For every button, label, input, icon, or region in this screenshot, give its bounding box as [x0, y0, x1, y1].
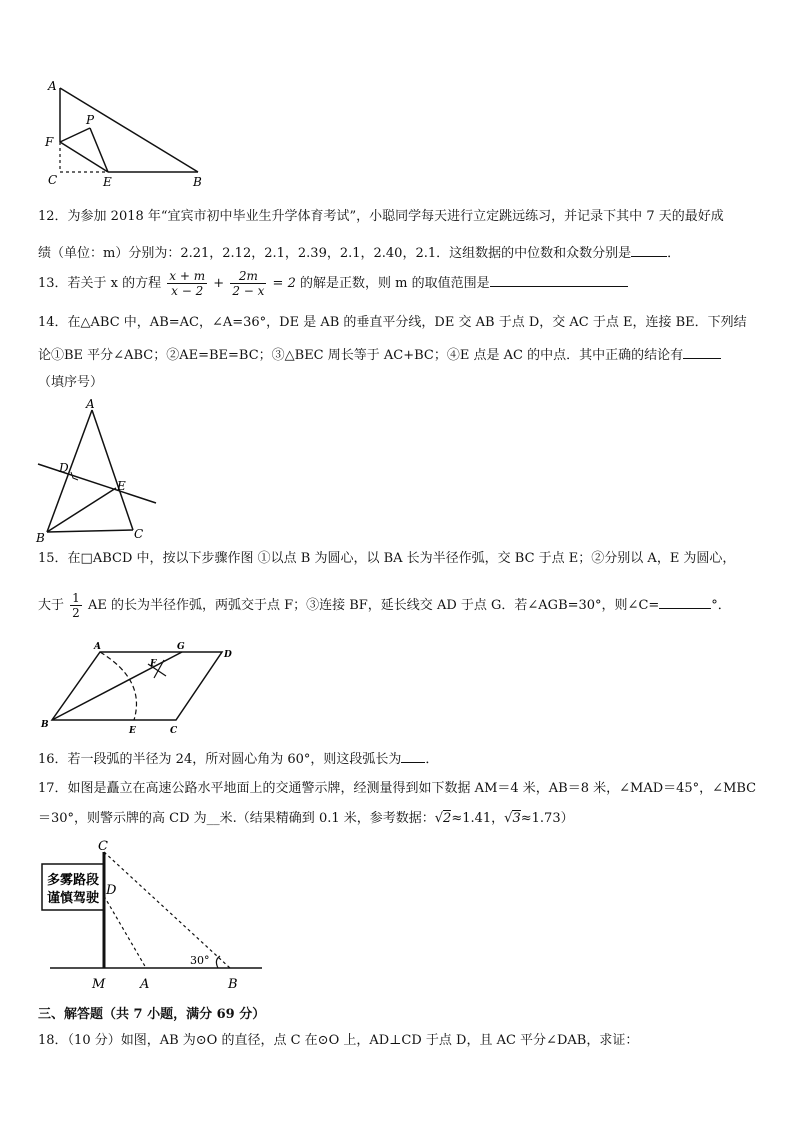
label-B: B: [36, 531, 45, 544]
seg-FE: [60, 142, 108, 172]
label-F: F: [150, 659, 157, 669]
label-G: G: [177, 642, 185, 652]
q18-line: 18．（10 分）如图，AB 为⊙O 的直径，点 C 在⊙O 上，AD⊥CD 于点 D，且 AC 平分∠DAB，求证：: [38, 1033, 639, 1048]
label-C: C: [98, 839, 108, 854]
seg-AC: [92, 410, 133, 530]
label-P: P: [86, 113, 95, 127]
q15-fraction-half: [70, 591, 82, 620]
q17-approx2: ≈1.41，: [451, 811, 505, 826]
label-A: A: [48, 80, 57, 93]
seg-BE: [47, 488, 116, 532]
q13-f1-den: x − 2: [171, 284, 204, 298]
q13-f2-num: 2m: [230, 269, 266, 284]
seg-PE: [90, 128, 108, 172]
figure-q17: [38, 838, 268, 998]
q16-line: [38, 748, 438, 769]
label-B: B: [193, 175, 202, 189]
figure-q14: [30, 396, 170, 544]
q16-text: 16．若一段弧的半径为 24，所对圆心角为 60°，则这段弧长为: [38, 752, 402, 767]
label-M: M: [92, 977, 106, 992]
q13-line: [38, 268, 628, 300]
q13-fraction-2: [230, 269, 266, 298]
q13-plus: +: [213, 276, 225, 291]
q15-line2: [38, 590, 731, 622]
q16-end: ．: [425, 752, 439, 767]
q12-answer-blank: [631, 242, 667, 257]
q12-line2: [38, 242, 680, 263]
q15-post2: AE 的长为半径作弧，两弧交于点 F；③连接 BF，延长线交 AD 于点 G．若∠AGB=30°，则∠C=: [87, 598, 660, 613]
label-A: A: [140, 977, 150, 992]
q13-f2-den: 2 − x: [232, 284, 265, 298]
q13-fraction-1: [167, 269, 207, 298]
label-B: B: [228, 977, 238, 992]
q17-line2a: ＝30°，则警示牌的高 CD 为__米.（结果精确到 0.1 米，参考数据：: [38, 811, 435, 826]
figure-q15: [36, 640, 236, 736]
q15-pre2: 大于: [38, 598, 65, 613]
q12-end: ．: [667, 246, 681, 261]
sqrt-symbol-2: √: [434, 811, 444, 826]
sign-line2: 谨慎驾驶: [46, 891, 100, 906]
q14-line2-text: 论①BE 平分∠ABC；②AE=BE=BC；③△BEC 周长等于 AC+BC；④E 点是 AC 的中点．其中正确的结论有: [38, 348, 684, 363]
figure-q11: [40, 80, 210, 192]
seg-AB: [60, 88, 198, 172]
label-E: E: [129, 726, 136, 736]
q17-sqrt3: 3: [512, 811, 521, 826]
q13-f1-num: x + m: [169, 269, 206, 283]
sqrt-symbol-3: √: [504, 811, 513, 826]
label-D: D: [59, 461, 69, 475]
q14-line1: 14．在△ABC 中，AB=AC，∠A=36°，DE 是 AB 的垂直平分线，DE 交 AB 于点 D，交 AC 于点 E，连接 BE．下列结: [38, 315, 747, 330]
q14-line2: [38, 344, 721, 365]
q16-answer-blank: [401, 748, 425, 763]
label-B: B: [41, 720, 49, 730]
label-angle-30: 30°: [190, 954, 210, 967]
q12-line2-text: 绩（单位：m）分别为：2.21，2.12，2.1，2.39，2.1，2.40，2.1．这组数据的中位数和众数分别是: [38, 246, 632, 261]
label-C: C: [170, 726, 178, 736]
label-F: F: [45, 135, 54, 149]
section3-title: 三、解答题（共 7 小题，满分 69 分）: [38, 1007, 266, 1022]
seg-DA-dashed: [104, 896, 146, 968]
seg-FP: [60, 128, 90, 142]
parallelogram-ABCD: [52, 652, 222, 720]
q17-approx3: ≈1.73）: [520, 811, 574, 826]
q15-end2: °．: [711, 598, 731, 613]
q17-line1: 17．如图是矗立在高速公路水平地面上的交通警示牌，经测量得到如下数据 AM＝4 米，AB＝8 米，∠MAD＝45°，∠MBC: [38, 781, 757, 796]
label-D: D: [224, 650, 232, 660]
label-D: D: [106, 883, 117, 898]
label-E: E: [117, 479, 126, 493]
sign-line1: 多雾路段: [46, 873, 100, 888]
label-C: C: [134, 527, 144, 541]
seg-CB-dashed: [104, 852, 230, 968]
q15-line1: 15．在□ABCD 中，按以下步骤作图 ①以点 B 为圆心，以 BA 长为半径作弧，交 BC 于点 E；②分别以 A，E 为圆心，: [38, 551, 736, 566]
q17-line2: [38, 810, 574, 828]
q15-frac-den: 2: [72, 606, 80, 620]
q12-line1: 12．为参加 2018 年“宜宾市初中毕业生升学体育考试”，小聪同学每天进行立定跳远练习，并记录下其中 7 天的最好成: [38, 209, 724, 224]
q15-answer-blank: [659, 594, 711, 609]
seg-AB: [47, 410, 92, 532]
q15-frac-num: 1: [72, 591, 80, 605]
seg-DE-bisector: [38, 464, 156, 503]
seg-BC: [47, 530, 133, 532]
q17-sqrt2: 2: [443, 811, 452, 826]
q13-pre: 13．若关于 x 的方程: [38, 276, 162, 291]
label-C: C: [48, 173, 58, 187]
q14-line3: （填序号）: [38, 375, 104, 390]
label-E: E: [103, 175, 112, 189]
q13-answer-blank: [490, 272, 628, 287]
label-A: A: [86, 397, 95, 411]
label-A: A: [94, 642, 101, 652]
q13-post: 的解是正数，则 m 的取值范围是: [299, 276, 490, 291]
q13-eq: = 2: [272, 276, 296, 291]
q14-answer-blank: [683, 344, 721, 359]
